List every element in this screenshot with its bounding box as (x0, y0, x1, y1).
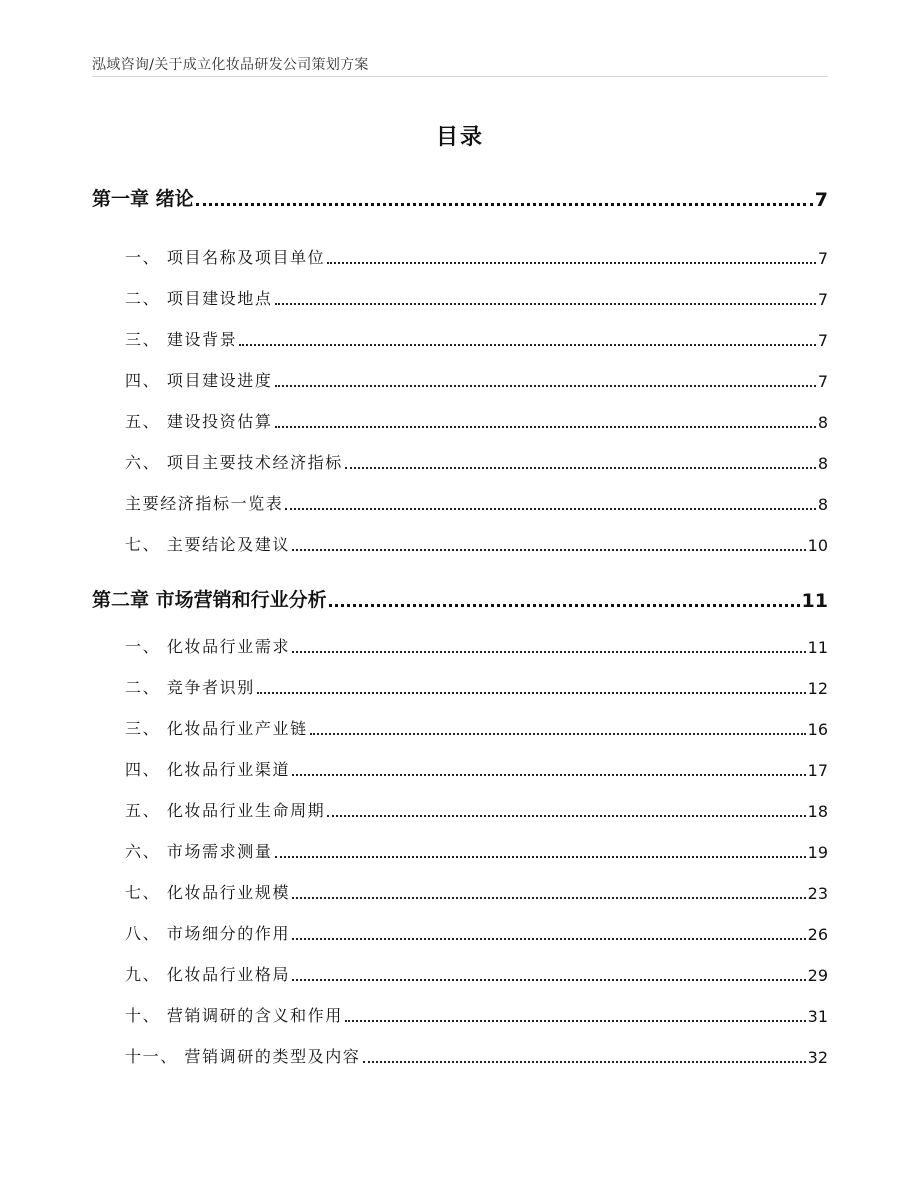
toc-entry-page: 11 (807, 638, 828, 657)
toc-entry-label: 八、 市场细分的作用 (125, 924, 291, 943)
toc-section-2-2[interactable] (125, 675, 828, 698)
toc-dot-leader (292, 549, 806, 551)
toc-entry-page: 8 (817, 454, 828, 473)
toc-dot-leader (275, 856, 806, 858)
toc-section-2-11[interactable] (125, 1044, 828, 1067)
toc-section-2-5[interactable] (125, 798, 828, 821)
toc-entry-label: 二、 项目建设地点 (125, 289, 273, 308)
toc-entry-label: 五、 化妆品行业生命周期 (125, 801, 326, 820)
toc-dot-leader (292, 774, 806, 776)
toc-entry-page: 16 (807, 720, 828, 739)
toc-entry-label: 十、 营销调研的含义和作用 (125, 1006, 343, 1025)
toc-section-2-4[interactable] (125, 757, 828, 780)
toc-entry-page: 7 (817, 331, 828, 350)
toc-entry-label: 六、 项目主要技术经济指标 (125, 453, 343, 472)
toc-entry-label: 七、 主要结论及建议 (125, 535, 291, 554)
running-header: 泓域咨询/关于成立化妆品研发公司策划方案 (92, 57, 369, 73)
toc-entry-label: 四、 项目建设进度 (125, 371, 273, 390)
toc-entry-page: 23 (807, 884, 828, 903)
toc-section-2-8[interactable] (125, 921, 828, 944)
toc-dot-leader (310, 733, 806, 735)
toc-entry-label: 第一章 绪论 (92, 188, 194, 210)
toc-dot-leader (196, 203, 813, 206)
toc-section-1-2[interactable] (125, 286, 828, 309)
toc-entry-page: 17 (807, 761, 828, 780)
toc-entry-label: 六、 市场需求测量 (125, 842, 273, 861)
toc-entry-page: 7 (817, 290, 828, 309)
toc-dot-leader (275, 426, 816, 428)
toc-entry-page: 11 (801, 590, 828, 612)
toc-entry-label: 二、 竞争者识别 (125, 678, 255, 697)
toc-title: 目录 (435, 125, 484, 150)
toc-dot-leader (327, 815, 805, 817)
toc-section-1-5[interactable] (125, 409, 828, 432)
toc-dot-leader (292, 979, 806, 981)
toc-entry-label: 九、 化妆品行业格局 (125, 965, 291, 984)
toc-entry-page: 10 (807, 536, 828, 555)
toc-section-1-1[interactable] (125, 245, 828, 268)
toc-section-2-1[interactable] (125, 634, 828, 657)
toc-dot-leader (329, 604, 800, 607)
toc-entry-label: 主要经济指标一览表 (125, 494, 284, 513)
toc-entry-label: 十一、 营销调研的类型及内容 (125, 1047, 361, 1066)
toc-dot-leader (292, 938, 806, 940)
toc-entry-page: 7 (814, 189, 828, 211)
toc-section-2-7[interactable] (125, 880, 828, 903)
toc-section-1-6[interactable] (125, 450, 828, 473)
toc-entry-page: 18 (807, 802, 828, 821)
toc-dot-leader (275, 385, 816, 387)
toc-section-2-9[interactable] (125, 962, 828, 985)
toc-section-1-7[interactable] (125, 532, 828, 555)
toc-entry-label: 三、 建设背景 (125, 330, 238, 349)
toc-entry-page: 7 (817, 249, 828, 268)
toc-entry-page: 8 (817, 413, 828, 432)
toc-entry-page: 19 (807, 843, 828, 862)
header-divider (92, 76, 828, 77)
toc-dot-leader (285, 508, 815, 510)
toc-entry-label: 一、 项目名称及项目单位 (125, 248, 326, 267)
toc-entry-label: 四、 化妆品行业渠道 (125, 760, 291, 779)
toc-entry-label: 七、 化妆品行业规模 (125, 883, 291, 902)
toc-section-1-4[interactable] (125, 368, 828, 391)
toc-entry-label: 一、 化妆品行业需求 (125, 637, 291, 656)
toc-entry-label: 五、 建设投资估算 (125, 412, 273, 431)
toc-entry-page: 29 (807, 966, 828, 985)
toc-dot-leader (292, 897, 806, 899)
toc-entry-page: 7 (817, 372, 828, 391)
toc-chapter-2[interactable] (92, 585, 828, 612)
toc-entry-page: 32 (807, 1048, 828, 1067)
toc-dot-leader (275, 303, 816, 305)
toc-dot-leader (239, 344, 816, 346)
toc-entry-page: 26 (807, 925, 828, 944)
toc-dot-leader (257, 692, 806, 694)
toc-entry-page: 8 (817, 495, 828, 514)
toc-section-2-10[interactable] (125, 1003, 828, 1026)
toc-entry-label: 第二章 市场营销和行业分析 (92, 589, 327, 611)
toc-dot-leader (363, 1061, 806, 1063)
toc-section-1-table[interactable] (125, 491, 828, 514)
toc-dot-leader (345, 1020, 806, 1022)
toc-entry-page: 12 (807, 679, 828, 698)
toc-entry-page: 31 (807, 1007, 828, 1026)
toc-dot-leader (292, 651, 806, 653)
toc-dot-leader (345, 467, 816, 469)
toc-entry-label: 三、 化妆品行业产业链 (125, 719, 308, 738)
toc-chapter-1[interactable] (92, 184, 828, 211)
toc-dot-leader (327, 262, 816, 264)
toc-section-2-6[interactable] (125, 839, 828, 862)
toc-section-2-3[interactable] (125, 716, 828, 739)
toc-section-1-3[interactable] (125, 327, 828, 350)
